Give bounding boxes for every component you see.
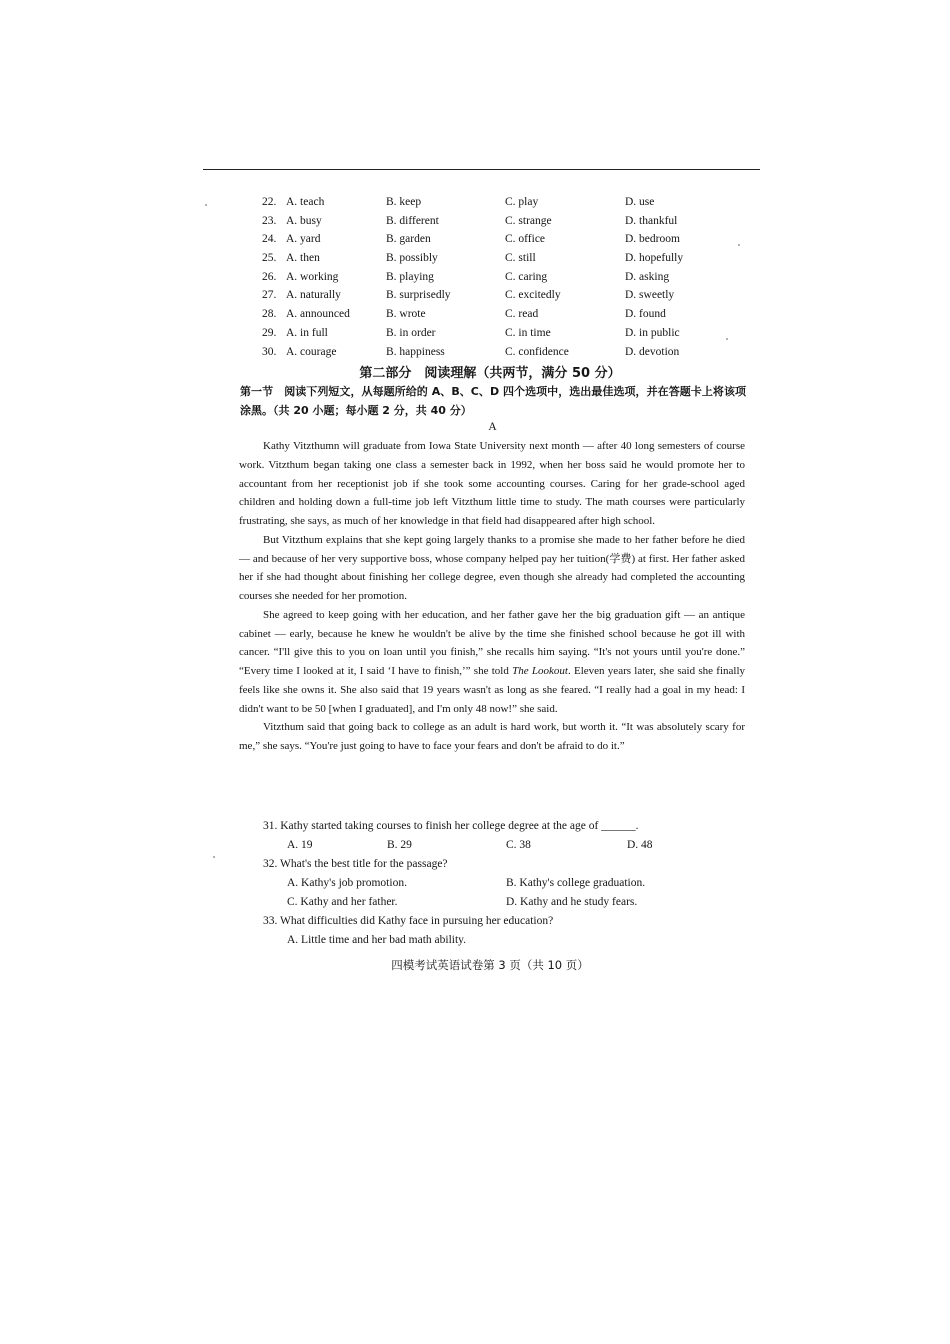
scan-speck	[213, 856, 215, 858]
cloze-option-row	[262, 305, 762, 324]
option-d: D. 48	[627, 839, 653, 851]
reading-passage	[239, 437, 745, 756]
option-b: B. 29	[387, 839, 412, 851]
option-b: B. different	[386, 214, 439, 227]
option-a: A. in full	[286, 326, 328, 339]
option-d: D. Kathy and he study fears.	[506, 896, 638, 908]
option-b: B. wrote	[386, 308, 426, 321]
question-32-options-row-2	[287, 893, 743, 912]
option-c: C. Kathy and her father.	[287, 896, 398, 908]
cloze-options-table	[262, 193, 762, 361]
option-a: A. yard	[286, 233, 321, 246]
question-number: 23.	[262, 214, 277, 227]
scan-speck	[205, 204, 207, 206]
question-number: 27.	[262, 289, 277, 302]
option-a: A. Kathy's job promotion.	[287, 877, 407, 889]
option-d: D. devotion	[625, 345, 680, 358]
cloze-option-row	[262, 212, 762, 231]
option-c: C. excitedly	[505, 289, 561, 302]
option-a: A. courage	[286, 345, 337, 358]
option-d: D. asking	[625, 270, 670, 283]
option-c: C. caring	[505, 270, 548, 283]
option-b: B. surprisedly	[386, 289, 451, 302]
option-a: A. teach	[286, 196, 325, 208]
cloze-option-row	[262, 324, 762, 343]
publication-title: The Lookout	[512, 665, 568, 677]
option-d: D. use	[625, 196, 655, 208]
option-a: A. busy	[286, 214, 322, 227]
passage-paragraph-3	[239, 606, 745, 719]
option-c: C. in time	[505, 326, 551, 339]
option-d: D. bedroom	[625, 233, 680, 246]
passage-paragraph-4: Vitzthum said that going back to college as an adult is hard work, but worth it. “It was absolutely scary for me,” she says. “You're just going to have to face your fears and don't be afraid to do it.”	[239, 721, 745, 752]
option-d: D. hopefully	[625, 252, 684, 265]
cloze-option-row	[262, 193, 762, 212]
page-footer: 四模考试英语试卷第 3 页（共 10 页）	[391, 958, 589, 972]
option-d: D. sweetly	[625, 289, 675, 302]
option-c: C. office	[505, 233, 546, 246]
option-b: B. Kathy's college graduation.	[506, 877, 646, 889]
part-title: 第二部分 阅读理解（共两节，满分 50 分）	[359, 366, 621, 381]
question-number: 26.	[262, 270, 277, 283]
option-c: C. read	[505, 308, 539, 321]
scan-speck	[738, 244, 740, 246]
question-32-stem: 32. What's the best title for the passage?	[263, 858, 448, 870]
question-number: 24.	[262, 233, 277, 246]
option-c: C. still	[505, 252, 536, 265]
option-c: C. confidence	[505, 345, 569, 358]
passage-paragraph-1: Kathy Vitzthumn will graduate from Iowa State University next month — after 40 long semesters of course work. Vitzthum began taking one class a semester back in 1992, when her boss said he would promote her to accountant from her receptionist job if she took some accounting courses. Caring for her grade-school aged children and holding down a full-time job left Vitzthum little time to study. The math courses were particularly frustrating, she says, as much of her knowledge in that field had disappeared after high school.	[239, 440, 745, 527]
paragraph-text: She agreed to keep going with her education, and her father gave her the big graduation gift — an antique cabinet — early, because he knew he wouldn't be alive by the time she finished school because he got ill with cancer. “I'll give this to you on loan until you finish,” she recalls him saying. “It's not yours until you're done.” “Every time I looked at it, I said ‘I have to finish,’” she told	[239, 608, 745, 677]
option-a: A. announced	[286, 308, 350, 321]
question-number: 30.	[262, 345, 277, 358]
question-31-options	[287, 836, 743, 855]
option-d: D. found	[625, 308, 666, 321]
cloze-option-row	[262, 343, 762, 362]
cloze-option-row	[262, 286, 762, 305]
cloze-option-row	[262, 268, 762, 287]
section-instruction: 第一节 阅读下列短文，从每题所给的 A、B、C、D 四个选项中，选出最佳选项，并在答题卡上将该项涂黑。（共 20 小题；每小题 2 分，共 40 分）	[240, 385, 746, 417]
option-a: A. then	[286, 252, 320, 265]
option-b: B. garden	[386, 233, 431, 246]
question-number: 22.	[262, 196, 277, 208]
cloze-option-row	[262, 249, 762, 268]
option-a: A. 19	[287, 839, 313, 851]
option-b: B. in order	[386, 326, 436, 339]
option-b: B. keep	[386, 196, 422, 208]
option-c: C. strange	[505, 214, 552, 227]
question-number: 28.	[262, 308, 277, 321]
question-31-stem: 31. Kathy started taking courses to finish her college degree at the age of ______.	[263, 820, 639, 832]
cloze-option-row	[262, 230, 762, 249]
question-number: 25.	[262, 252, 277, 265]
option-b: B. happiness	[386, 345, 445, 358]
question-32-options-row-1	[287, 874, 743, 893]
option-c: C. play	[505, 196, 539, 208]
passage-letter: A	[488, 421, 497, 433]
option-c: C. 38	[506, 839, 531, 851]
header-rule	[203, 169, 760, 170]
option-a: A. Little time and her bad math ability.	[287, 934, 467, 946]
scan-speck	[726, 338, 728, 340]
option-d: D. in public	[625, 326, 680, 339]
option-b: B. possibly	[386, 252, 438, 265]
question-33-stem: 33. What difficulties did Kathy face in pursuing her education?	[263, 915, 554, 927]
paragraph-text: . Eleven years later, she said she finally feels like she owns it. She also said that 19 years wasn't as long as she feared. “I really had a goal in my head: I didn't want to be 50 [when I graduated], and I'm only 48 now!” she said.	[239, 665, 746, 715]
option-a: A. working	[286, 270, 339, 283]
option-b: B. playing	[386, 270, 434, 283]
option-d: D. thankful	[625, 214, 678, 227]
passage-paragraph-2: But Vitzthum explains that she kept going largely thanks to a promise she made to her father before he died — and because of her very supportive boss, whose company helped pay her tuition(学费) at first. Her father asked her if she had thought about finishing her college degree, even though she already had completed the accounting courses she needed for her promotion.	[239, 533, 745, 602]
question-number: 29.	[262, 326, 277, 339]
option-a: A. naturally	[286, 289, 341, 302]
question-list	[263, 817, 743, 950]
